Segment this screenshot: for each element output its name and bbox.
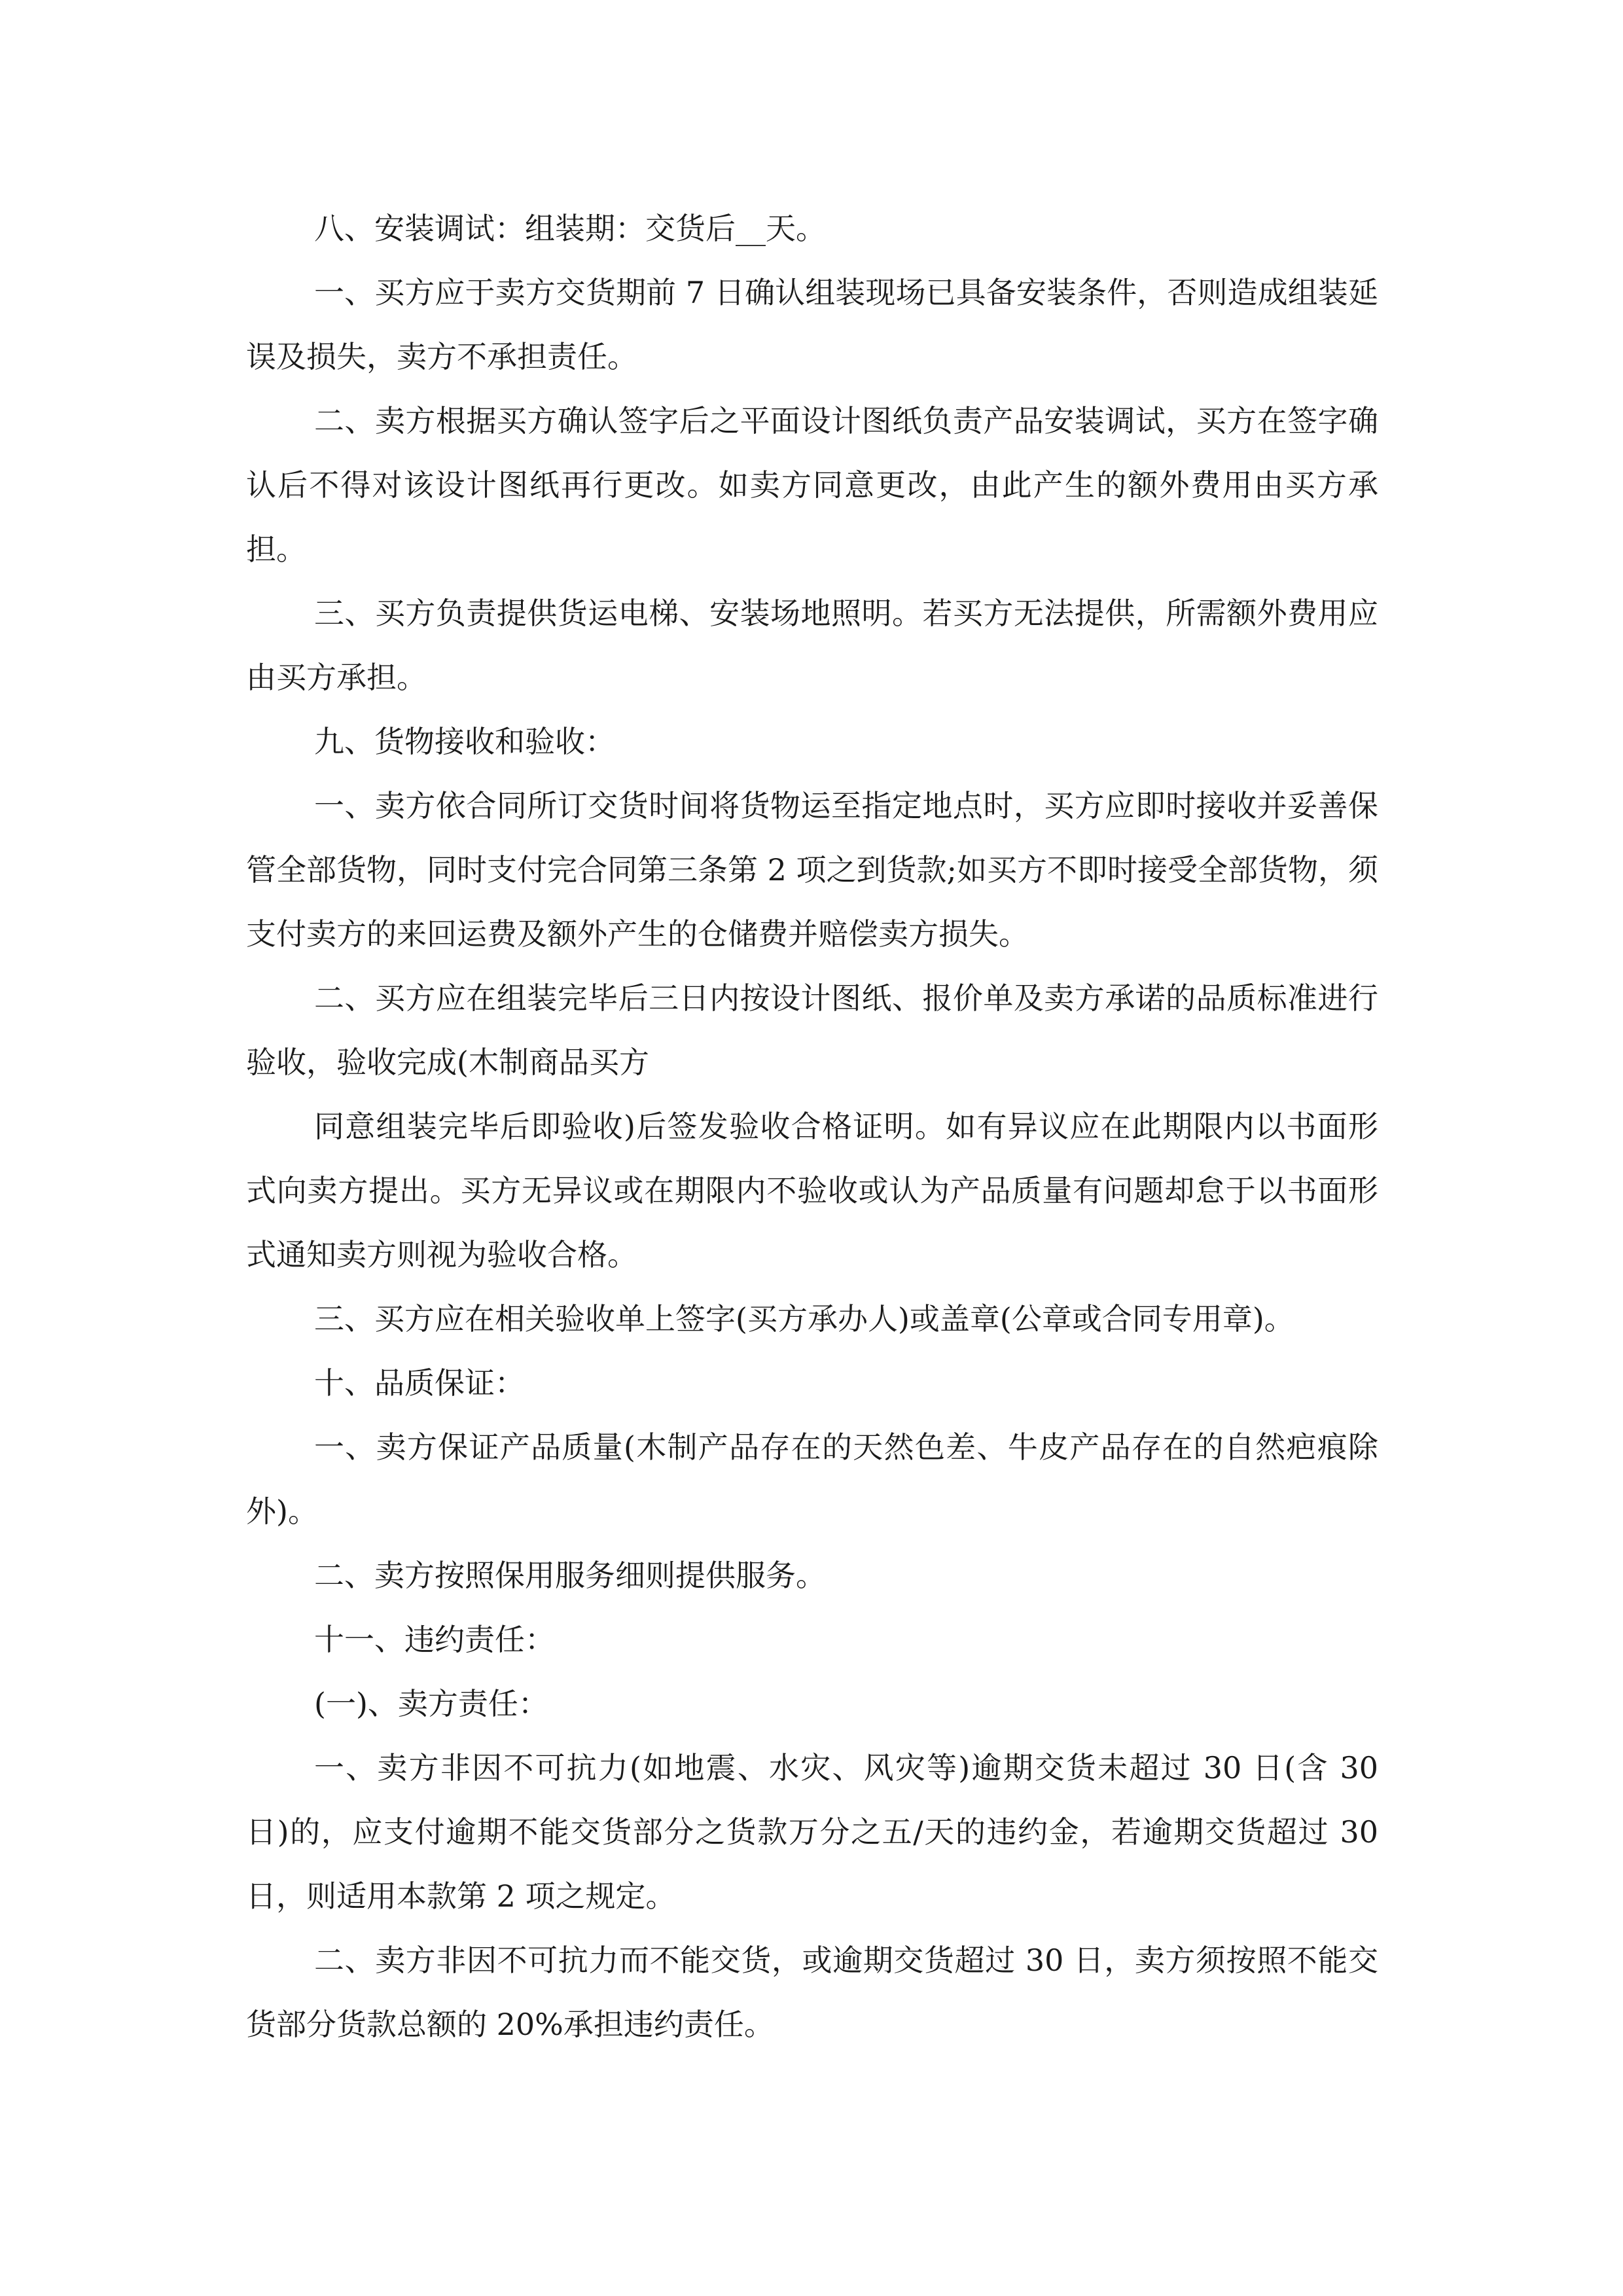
- paragraph-9-2-continued: 同意组装完毕后即验收)后签发验收合格证明。如有异议应在此期限内以书面形式向卖方提出。买方无异议或在期限内不验收或认为产品质量有问题却怠于以书面形式通知卖方则视为验收合格。: [246, 1109, 1378, 1272]
- paragraph-11-1: 一、卖方非因不可抗力(如地震、水灾、风灾等)逾期交货未超过 30 日(含 30 日)的，应支付逾期不能交货部分之货款万分之五/天的违约金，若逾期交货超过 30 日，则适用本款第 2 项之规定。: [246, 1750, 1378, 1914]
- paragraph-10-2: 二、卖方按照保用服务细则提供服务。: [314, 1558, 826, 1593]
- paragraph-11-seller-heading: (一)、卖方责任：: [314, 1686, 548, 1721]
- paragraph-8-1: 一、买方应于卖方交货期前 7 日确认组装现场已具备安装条件，否则造成组装延误及损失，卖方不承担责任。: [246, 275, 1378, 374]
- paragraph-section-11-heading: 十一、违约责任：: [314, 1622, 555, 1657]
- paragraph-section-10-heading: 十、品质保证：: [314, 1365, 525, 1401]
- paragraph-9-2: 二、买方应在组装完毕后三日内按设计图纸、报价单及卖方承诺的品质标准进行验收，验收完成(木制商品买方: [246, 980, 1378, 1080]
- paragraph-section-8-heading: 八、安装调试：组装期：交货后__天。: [314, 211, 826, 246]
- paragraph-11-2: 二、卖方非因不可抗力而不能交货，或逾期交货超过 30 日，卖方须按照不能交货部分货款总额的 20%承担违约责任。: [246, 1943, 1378, 2042]
- document-page: [246, 196, 1378, 2056]
- paragraph-9-3: 三、买方应在相关验收单上签字(买方承办人)或盖章(公章或合同专用章)。: [314, 1301, 1294, 1336]
- paragraph-8-3: 三、买方负责提供货运电梯、安装场地照明。若买方无法提供，所需额外费用应由买方承担。: [246, 596, 1378, 695]
- paragraph-8-2: 二、卖方根据买方确认签字后之平面设计图纸负责产品安装调试，买方在签字确认后不得对该设计图纸再行更改。如卖方同意更改，由此产生的额外费用由买方承担。: [246, 403, 1378, 567]
- paragraph-section-9-heading: 九、货物接收和验收：: [314, 724, 615, 759]
- paragraph-10-1: 一、卖方保证产品质量(木制产品存在的天然色差、牛皮产品存在的自然疤痕除外)。: [246, 1429, 1378, 1529]
- paragraph-9-1: 一、卖方依合同所订交货时间将货物运至指定地点时，买方应即时接收并妥善保管全部货物，同时支付完合同第三条第 2 项之到货款;如买方不即时接受全部货物，须支付卖方的来回运费及额外产生的仓储费并赔偿卖方损失。: [246, 788, 1379, 952]
